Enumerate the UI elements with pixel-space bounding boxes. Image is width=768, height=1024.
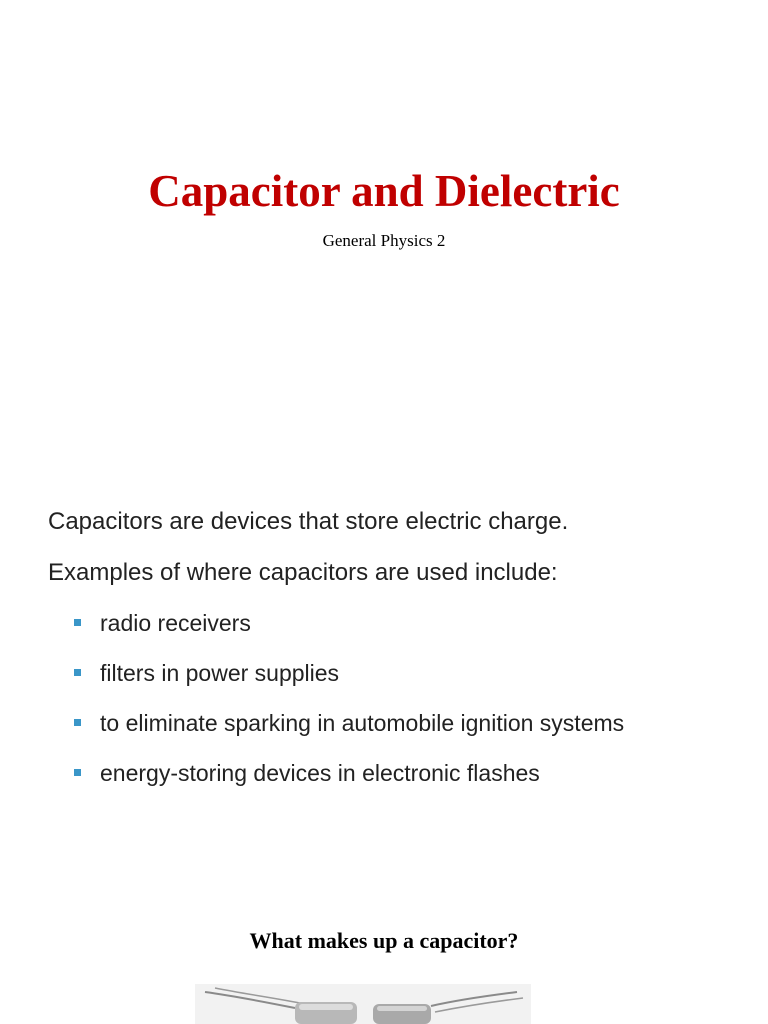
capacitor-image — [195, 984, 531, 1024]
list-item — [74, 758, 624, 808]
list-item-text: radio receivers — [100, 610, 251, 636]
list-item-text: filters in power supplies — [100, 660, 340, 686]
examples-list — [74, 608, 624, 808]
section-question: What makes up a capacitor? — [249, 928, 519, 953]
intro-examples-heading: Examples of where capacitors are used include: — [48, 559, 558, 586]
list-item — [74, 708, 624, 758]
page-title: Capacitor and Dielectric — [148, 166, 620, 216]
list-item — [74, 658, 624, 708]
intro-definition: Capacitors are devices that store electric charge. — [48, 508, 569, 535]
list-item — [74, 608, 624, 658]
square-bullet-icon — [74, 769, 81, 776]
list-item-text: to eliminate sparking in automobile ignition systems — [100, 710, 625, 736]
capacitor-photo — [195, 984, 531, 1024]
square-bullet-icon — [74, 669, 81, 676]
page-subtitle: General Physics 2 — [322, 231, 446, 250]
list-item-text: energy-storing devices in electronic flashes — [100, 760, 540, 786]
square-bullet-icon — [74, 719, 81, 726]
square-bullet-icon — [74, 619, 81, 626]
